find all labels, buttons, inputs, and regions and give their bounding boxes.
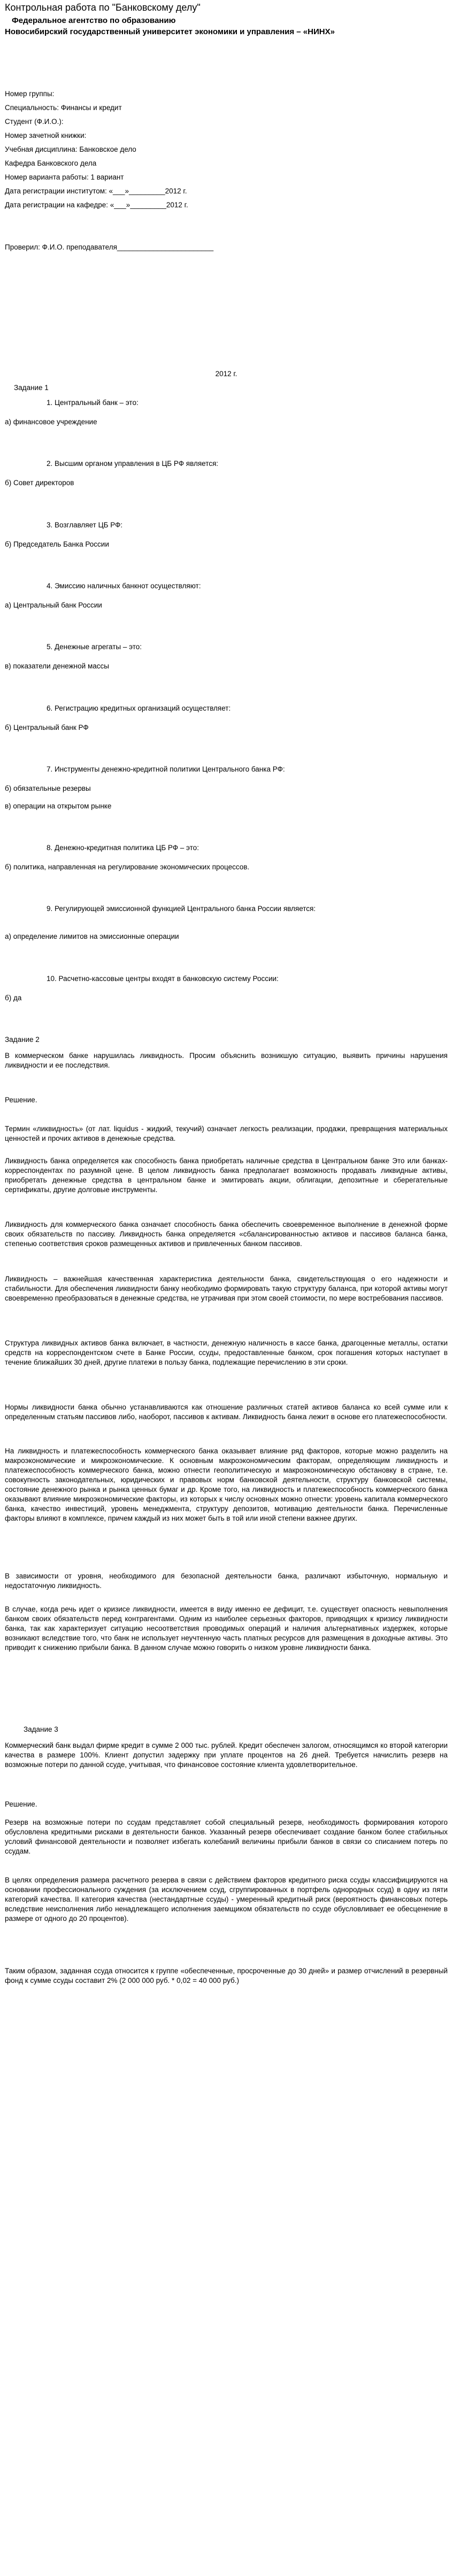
agency-name: Федеральное агентство по образованию <box>12 16 176 25</box>
task1-question-3: 3. Возглавляет ЦБ РФ: <box>47 521 123 529</box>
task2-paragraph: Нормы ликвидности банка обычно устанавливаются как отношение различных статей активов баланса ко всей сумме или к определенным статьям пассивов либо, наоборот, пассивов к активам. Ликвидность банка лежит в основе его платежеспособности. <box>5 1403 448 1421</box>
task1-answer-6: б) Центральный банк РФ <box>5 723 89 731</box>
task1-answer-5: в) показатели денежной массы <box>5 662 109 670</box>
task3-paragraph: В целях определения размера расчетного резерва в связи с действием факторов кредитного риска ссуды классифицируются на основании профессионального суждения (за исключением ссуд, сгруппированных в портфель однородных ссуд) в одну из пяти категорий качества. II категория качества (нестандартные ссуды) - умеренный кредитный риск (вероятность финансовых потерь вследствие неисполнения либо ненадлежащего исполнения заемщиком обязательств по ссуде обусловливает ее обесценение в размере от одного до 20 процентов). <box>5 1876 448 1923</box>
record-book-number: Номер зачетной книжки: <box>5 131 87 139</box>
student-name: Студент (Ф.И.О.): <box>5 118 64 126</box>
task1-answer-4: а) Центральный банк России <box>5 601 102 609</box>
checked-by: Проверил: Ф.И.О. преподавателя________________________ <box>5 243 214 251</box>
university-name: Новосибирский государственный университет экономики и управления – «НИНХ» <box>5 27 335 36</box>
task2-solution-label: Решение. <box>5 1096 37 1104</box>
task1-question-6: 6. Регистрацию кредитных организаций осуществляет: <box>47 704 231 712</box>
discipline: Учебная дисциплина: Банковское дело <box>5 145 136 153</box>
department-registration-date: Дата регистрации на кафедре: «___»_________2012 г. <box>5 201 188 209</box>
task1-answer-7a: б) обязательные резервы <box>5 784 91 792</box>
task1-answer-3: б) Председатель Банка России <box>5 540 109 548</box>
task1-answer-1: а) финансовое учреждение <box>5 418 97 426</box>
year: 2012 г. <box>215 370 237 378</box>
task1-question-7: 7. Инструменты денежно-кредитной политики Центрального банка РФ: <box>47 765 285 773</box>
task3-problem: Коммерческий банк выдал фирме кредит в сумме 2 000 тыс. рублей. Кредит обеспечен залогом, относящимся ко второй категории качества в размере 100%. Клиент допустил задержку при уплате процентов на 26 дней. Требуется начислить резерв на возможные потери по данной ссуде, учитывая, что финансовое состояние клиента удовлетворительное. <box>5 1741 448 1769</box>
task1-answer-2: б) Совет директоров <box>5 479 74 487</box>
task1-question-2: 2. Высшим органом управления в ЦБ РФ является: <box>47 460 219 468</box>
task2-paragraph: Ликвидность – важнейшая качественная характеристика деятельности банка, свидетельствующая о его надежности и стабильности. Для обеспечения ликвидности банку необходимо формировать такую структуру баланса, при которой активы могут своевременно преобразоваться в денежные средства, не утрачивая при этом своей стоимости, по мере востребования пассивов. <box>5 1275 448 1302</box>
task2-paragraph: Ликвидность банка определяется как способность банка приобретать наличные средства в Центральном банке Это или банках-корреспондентах по разумной цене. В целом ликвидность банка предполагает возможность продавать ликвидные активы, приобретать денежные средства в центральном банке и эмитировать акции, облигации, депозитные и сберегательные сертификаты, другие долговые инструменты. <box>5 1157 448 1194</box>
task1-answer-7b: в) операции на открытом рынке <box>5 802 112 810</box>
task2-paragraph: В зависимости от уровня, необходимого для безопасной деятельности банка, различают избыточную, нормальную и недостаточную ликвидность. <box>5 1572 448 1590</box>
group-number: Номер группы: <box>5 90 55 98</box>
document-title: Контрольная работа по "Банковскому делу" <box>5 2 201 13</box>
task2-paragraph: Ликвидность для коммерческого банка означает способность банка обеспечить своевременное выполнение в денежной форме своих обязательств по пассиву. Ликвидность банка определяется «сбалансированностью активов и пассивов баланса банка, степенью соответствия сроков размещенных активов и привлеченных банком пассивов. <box>5 1220 448 1248</box>
task1-answer-10: б) да <box>5 994 22 1002</box>
task1-heading: Задание 1 <box>14 384 49 392</box>
task1-answer-8: б) политика, направленная на регулирование экономических процессов. <box>5 863 250 871</box>
task3-heading: Задание 3 <box>24 1725 58 1733</box>
variant-number: Номер варианта работы: 1 вариант <box>5 173 124 181</box>
task2-problem: В коммерческом банке нарушилась ликвидность. Просим объяснить возникшую ситуацию, выявить причины нарушения ликвидности и ее последствия. <box>5 1052 448 1069</box>
task2-paragraph: Термин «ликвидность» (от лат. liquidus - жидкий, текучий) означает легкость реализации, продажи, превращения материальных ценностей и прочих активов в денежные средства. <box>5 1125 448 1142</box>
task1-question-4: 4. Эмиссию наличных банкнот осуществляют: <box>47 582 201 590</box>
task2-paragraph: В случае, когда речь идет о кризисе ликвидности, имеется в виду именно ее дефицит, т.е. существует опасность невыполнения банком своих обязательств перед контрагентами. Одним из наиболее серьезных факторов, приводящих к кризису ликвидности банка, так как характеризует ситуацию несоответствия проводимых операций и наличия альтернативных издержек, которые возникают вследствие того, что банк не использует неучтенную часть платных ресурсов для размещения в доходные активы. Это приводит к снижению прибыли банка. В данном случае можно говорить о низком уровне ликвидности банка. <box>5 1605 448 1652</box>
task2-heading: Задание 2 <box>5 1036 40 1044</box>
department: Кафедра Банковского дела <box>5 159 97 167</box>
task1-question-10: 10. Расчетно-кассовые центры входят в банковскую систему России: <box>47 975 279 983</box>
task1-question-9: 9. Регулирующей эмиссионной функцией Центрального банка России является: <box>47 905 316 913</box>
task1-question-1: 1. Центральный банк – это: <box>47 399 139 407</box>
task2-paragraph: На ликвидность и платежеспособность коммерческого банка оказывает влияние ряд факторов, которые можно разделить на макроэкономические и микроэкономические. К основным макроэкономическим факторам, определяющим ликвидность и платежеспособность коммерческого банка, можно отнести геополитическую и макроэкономическую обстановку в стране, т.е. совокупность законодательных, юридических и правовых норм банковской деятельности, структуру банковской системы, состояние денежного рынка и рынка ценных бумаг и др. Кроме того, на ликвидность и платежеспособность коммерческого банка оказывают влияние микроэкономические факторы, из которых к числу основных можно отнести: уровень капитала коммерческого банка, качество инвестиций, уровень менеджмента, структуру депозитов, мотивацию деятельности банка. Перечисленные факторы влияют в комплексе, причем каждый из них может быть в той или иной степени важнее других. <box>5 1447 448 1522</box>
task3-paragraph: Таким образом, заданная ссуда относится к группе «обеспеченные, просроченные до 30 дней» и размер отчислений в резервный фонд к сумме ссуды составит 2% (2 000 000 руб. * 0,02 = 40 000 руб.) <box>5 1967 448 1984</box>
institute-registration-date: Дата регистрации институтом: «___»_________2012 г. <box>5 187 187 195</box>
task2-paragraph: Структура ликвидных активов банка включает, в частности, денежную наличность в кассе банка, драгоценные металлы, остатки средств на корреспондентском счете в Банке России, ссуды, предоставленные банком, срок погашения которых наступает в течение ближайших 30 дней, другие платежи в пользу банка, подлежащие перечислению в эти сроки. <box>5 1339 448 1366</box>
task3-solution-label: Решение. <box>5 1800 37 1808</box>
task1-question-5: 5. Денежные агрегаты – это: <box>47 643 142 651</box>
specialty: Специальность: Финансы и кредит <box>5 104 122 112</box>
task3-paragraph: Резерв на возможные потери по ссудам представляет собой специальный резерв, необходимость формирования которого обусловлена кредитными рисками в деятельности банков. Указанный резерв обеспечивает создание банком более стабильных условий финансовой деятельности и позволяет избегать колебаний величины прибыли банков в связи со списанием потерь по ссудам. <box>5 1818 448 1855</box>
task1-answer-9: а) определение лимитов на эмиссионные операции <box>5 932 179 940</box>
task1-question-8: 8. Денежно-кредитная политика ЦБ РФ – это: <box>47 844 199 852</box>
